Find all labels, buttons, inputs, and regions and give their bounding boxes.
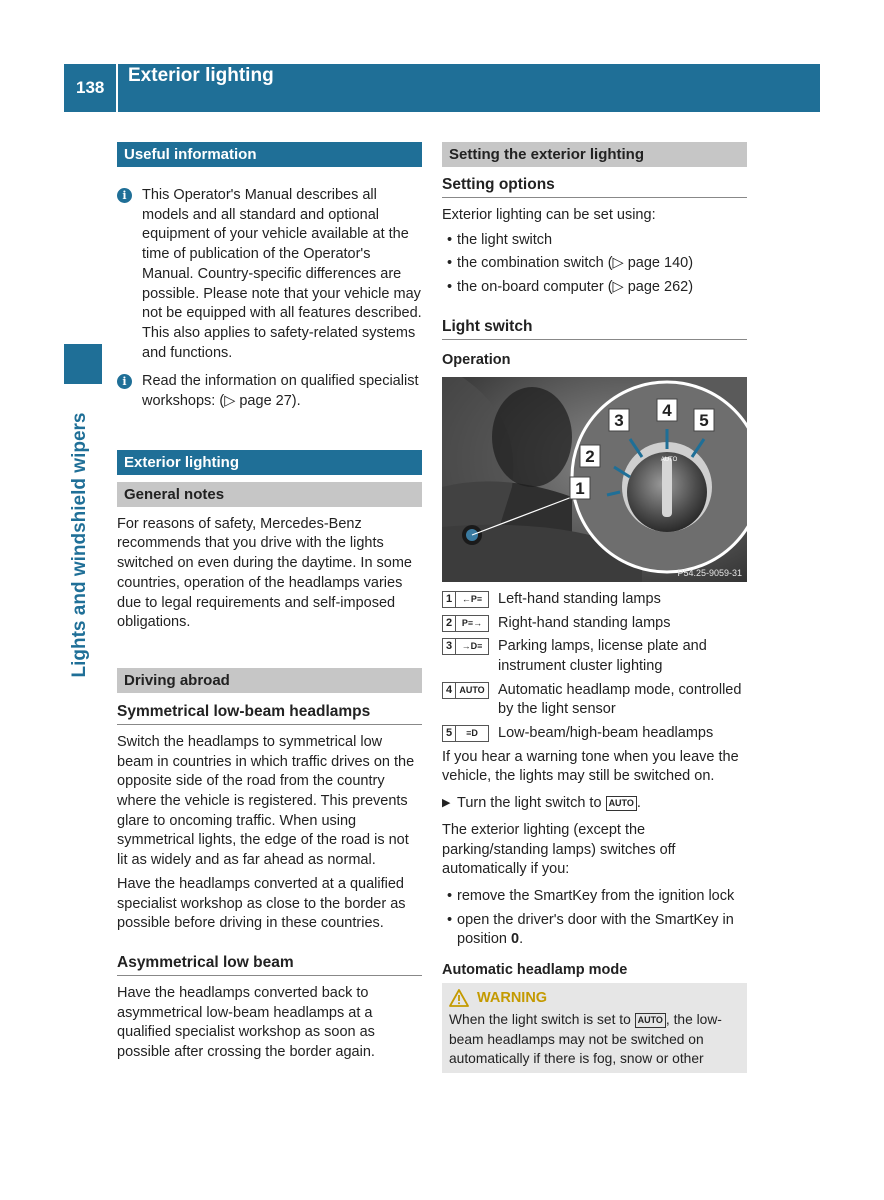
callout-5: 5 [699, 410, 709, 430]
chapter-side-label: Lights and windshield wipers [69, 412, 90, 678]
warning-triangle-icon [449, 989, 469, 1007]
legend-number: 4 [442, 682, 456, 699]
low-beam-icon: ≡D [456, 725, 489, 742]
callout-3: 3 [614, 410, 624, 430]
warning-box [442, 983, 747, 1073]
list-item: • the combination switch (▷ page 140) [442, 254, 747, 274]
list-item [442, 911, 747, 950]
legend-text: Parking lamps, license plate and instrument cluster lighting [498, 638, 707, 674]
right-standing-lamp-icon: P≡→ [456, 615, 489, 632]
symmetrical-heading: Symmetrical low-beam headlamps [117, 703, 422, 725]
legend-text: Right-hand standing lamps [498, 614, 671, 631]
symmetrical-text: Switch the headlamps to symmetrical low beam in countries in which traffic drives on the opposite side of the road from the country where the vehicle is registered. This prevents glare to oncoming traffic. When using symmetrical lights, the edge of the road is not lit as widely and as far ahead as normal. [117, 733, 415, 869]
useful-info-heading: Useful information [117, 142, 422, 167]
setting-heading: Setting the exterior lighting [442, 142, 747, 167]
step-text [457, 794, 641, 814]
warning-text-suffix: , the low-beam headlamps may not be switched on automatically if there is fog, snow or other [449, 1012, 722, 1067]
legend-item [442, 724, 747, 744]
legend-item [442, 614, 747, 634]
warning-title-row [449, 988, 740, 1008]
asymmetrical-text: Have the headlamps converted back to asymmetrical low-beam headlamps at a qualified specialist workshop as soon as possible after crossing the border again. [117, 984, 375, 1061]
driving-abroad-heading: Driving abroad [117, 668, 422, 693]
figure-code: P54.25-9059-31 [677, 567, 742, 578]
step-text-prefix: Turn the light switch to [457, 795, 606, 812]
page-number: 138 [76, 78, 105, 97]
list-item-suffix: . [519, 931, 524, 948]
light-switch-illustration [442, 377, 747, 582]
right-column [442, 142, 747, 1073]
step-text-suffix: . [636, 795, 641, 812]
parking-lamp-icon: →D≡ [456, 638, 489, 655]
legend-number: 2 [442, 615, 456, 632]
page-title: Exterior lighting [128, 65, 274, 86]
auto-mode-icon: AUTO [456, 682, 489, 699]
setting-options-list [442, 231, 747, 298]
light-switch-heading: Light switch [442, 318, 747, 340]
callout-4: 4 [662, 400, 672, 420]
position-value: 0 [511, 931, 520, 948]
figure-legend [442, 590, 747, 744]
chapter-tab-marker [64, 344, 102, 384]
info-icon: i [117, 374, 132, 389]
setting-intro: Exterior lighting can be set using: [442, 207, 656, 223]
exterior-lighting-heading: Exterior lighting [117, 450, 422, 475]
warning-text-prefix: When the light switch is set to [449, 1012, 635, 1028]
asymmetrical-heading: Asymmetrical low beam [117, 954, 422, 976]
general-notes-text: For reasons of safety, Mercedes-Benz recommends that you drive with the lights switched on even during the daytime. In some countries, operation of the headlamps varies due to legal requirements and self-imposed obligations. [117, 515, 412, 631]
list-item-text: open the driver's door with the SmartKey in position [457, 911, 734, 948]
info-text: This Operator's Manual describes all models and all standard and optional equipment of your vehicle available at the time of publication of the Operator's Manual. Country-specific differences are possible. Please note that your vehicle may not be equipped with all features described. This also applies to safety-related systems and functions. [142, 187, 422, 361]
instruction-step [442, 794, 747, 814]
info-note-workshops [117, 372, 422, 411]
callout-1: 1 [575, 478, 585, 498]
operation-heading: Operation [442, 351, 511, 368]
legend-number: 5 [442, 725, 456, 742]
auto-off-text: The exterior lighting (except the parking/standing lamps) switches off automatically if you: [442, 821, 676, 878]
header-divider [116, 64, 118, 112]
legend-item [442, 637, 747, 676]
svg-text:AUTO: AUTO [660, 456, 678, 463]
auto-key-icon: AUTO [606, 796, 637, 811]
setting-options-heading: Setting options [442, 176, 747, 198]
auto-key-icon: AUTO [635, 1013, 666, 1028]
legend-text: Left-hand standing lamps [498, 590, 661, 607]
legend-number: 3 [442, 638, 456, 655]
auto-off-list [442, 887, 747, 950]
step-arrow-icon: ▶ [442, 797, 451, 810]
list-item: • the on-board computer (▷ page 262) [442, 278, 747, 298]
light-switch-figure [442, 377, 747, 582]
legend-number: 1 [442, 591, 456, 608]
left-column [117, 142, 422, 1063]
auto-mode-heading: Automatic headlamp mode [442, 962, 628, 979]
page-header [64, 64, 820, 112]
legend-item [442, 590, 747, 610]
legend-text: Low-beam/high-beam headlamps [498, 725, 714, 742]
legend-item [442, 681, 747, 720]
callout-2: 2 [585, 446, 595, 466]
left-standing-lamp-icon: ←P≡ [456, 591, 489, 608]
general-notes-heading: General notes [117, 482, 422, 507]
info-icon: i [117, 188, 132, 203]
warning-text [449, 1010, 740, 1069]
list-item: • remove the SmartKey from the ignition lock [442, 887, 747, 907]
info-note-manual [117, 186, 422, 363]
info-text: Read the information on qualified specialist workshops: (▷ page 27). [142, 373, 419, 410]
symmetrical-workshop-text: Have the headlamps converted at a qualified specialist workshop as close to the border as possible before driving in these countries. [117, 875, 406, 932]
list-item: • the light switch [442, 231, 747, 251]
legend-text: Automatic headlamp mode, controlled by the light sensor [498, 681, 742, 718]
warning-tone-text: If you hear a warning tone when you leave the vehicle, the lights may still be switched on. [442, 748, 739, 785]
warning-title: WARNING [477, 990, 548, 1007]
